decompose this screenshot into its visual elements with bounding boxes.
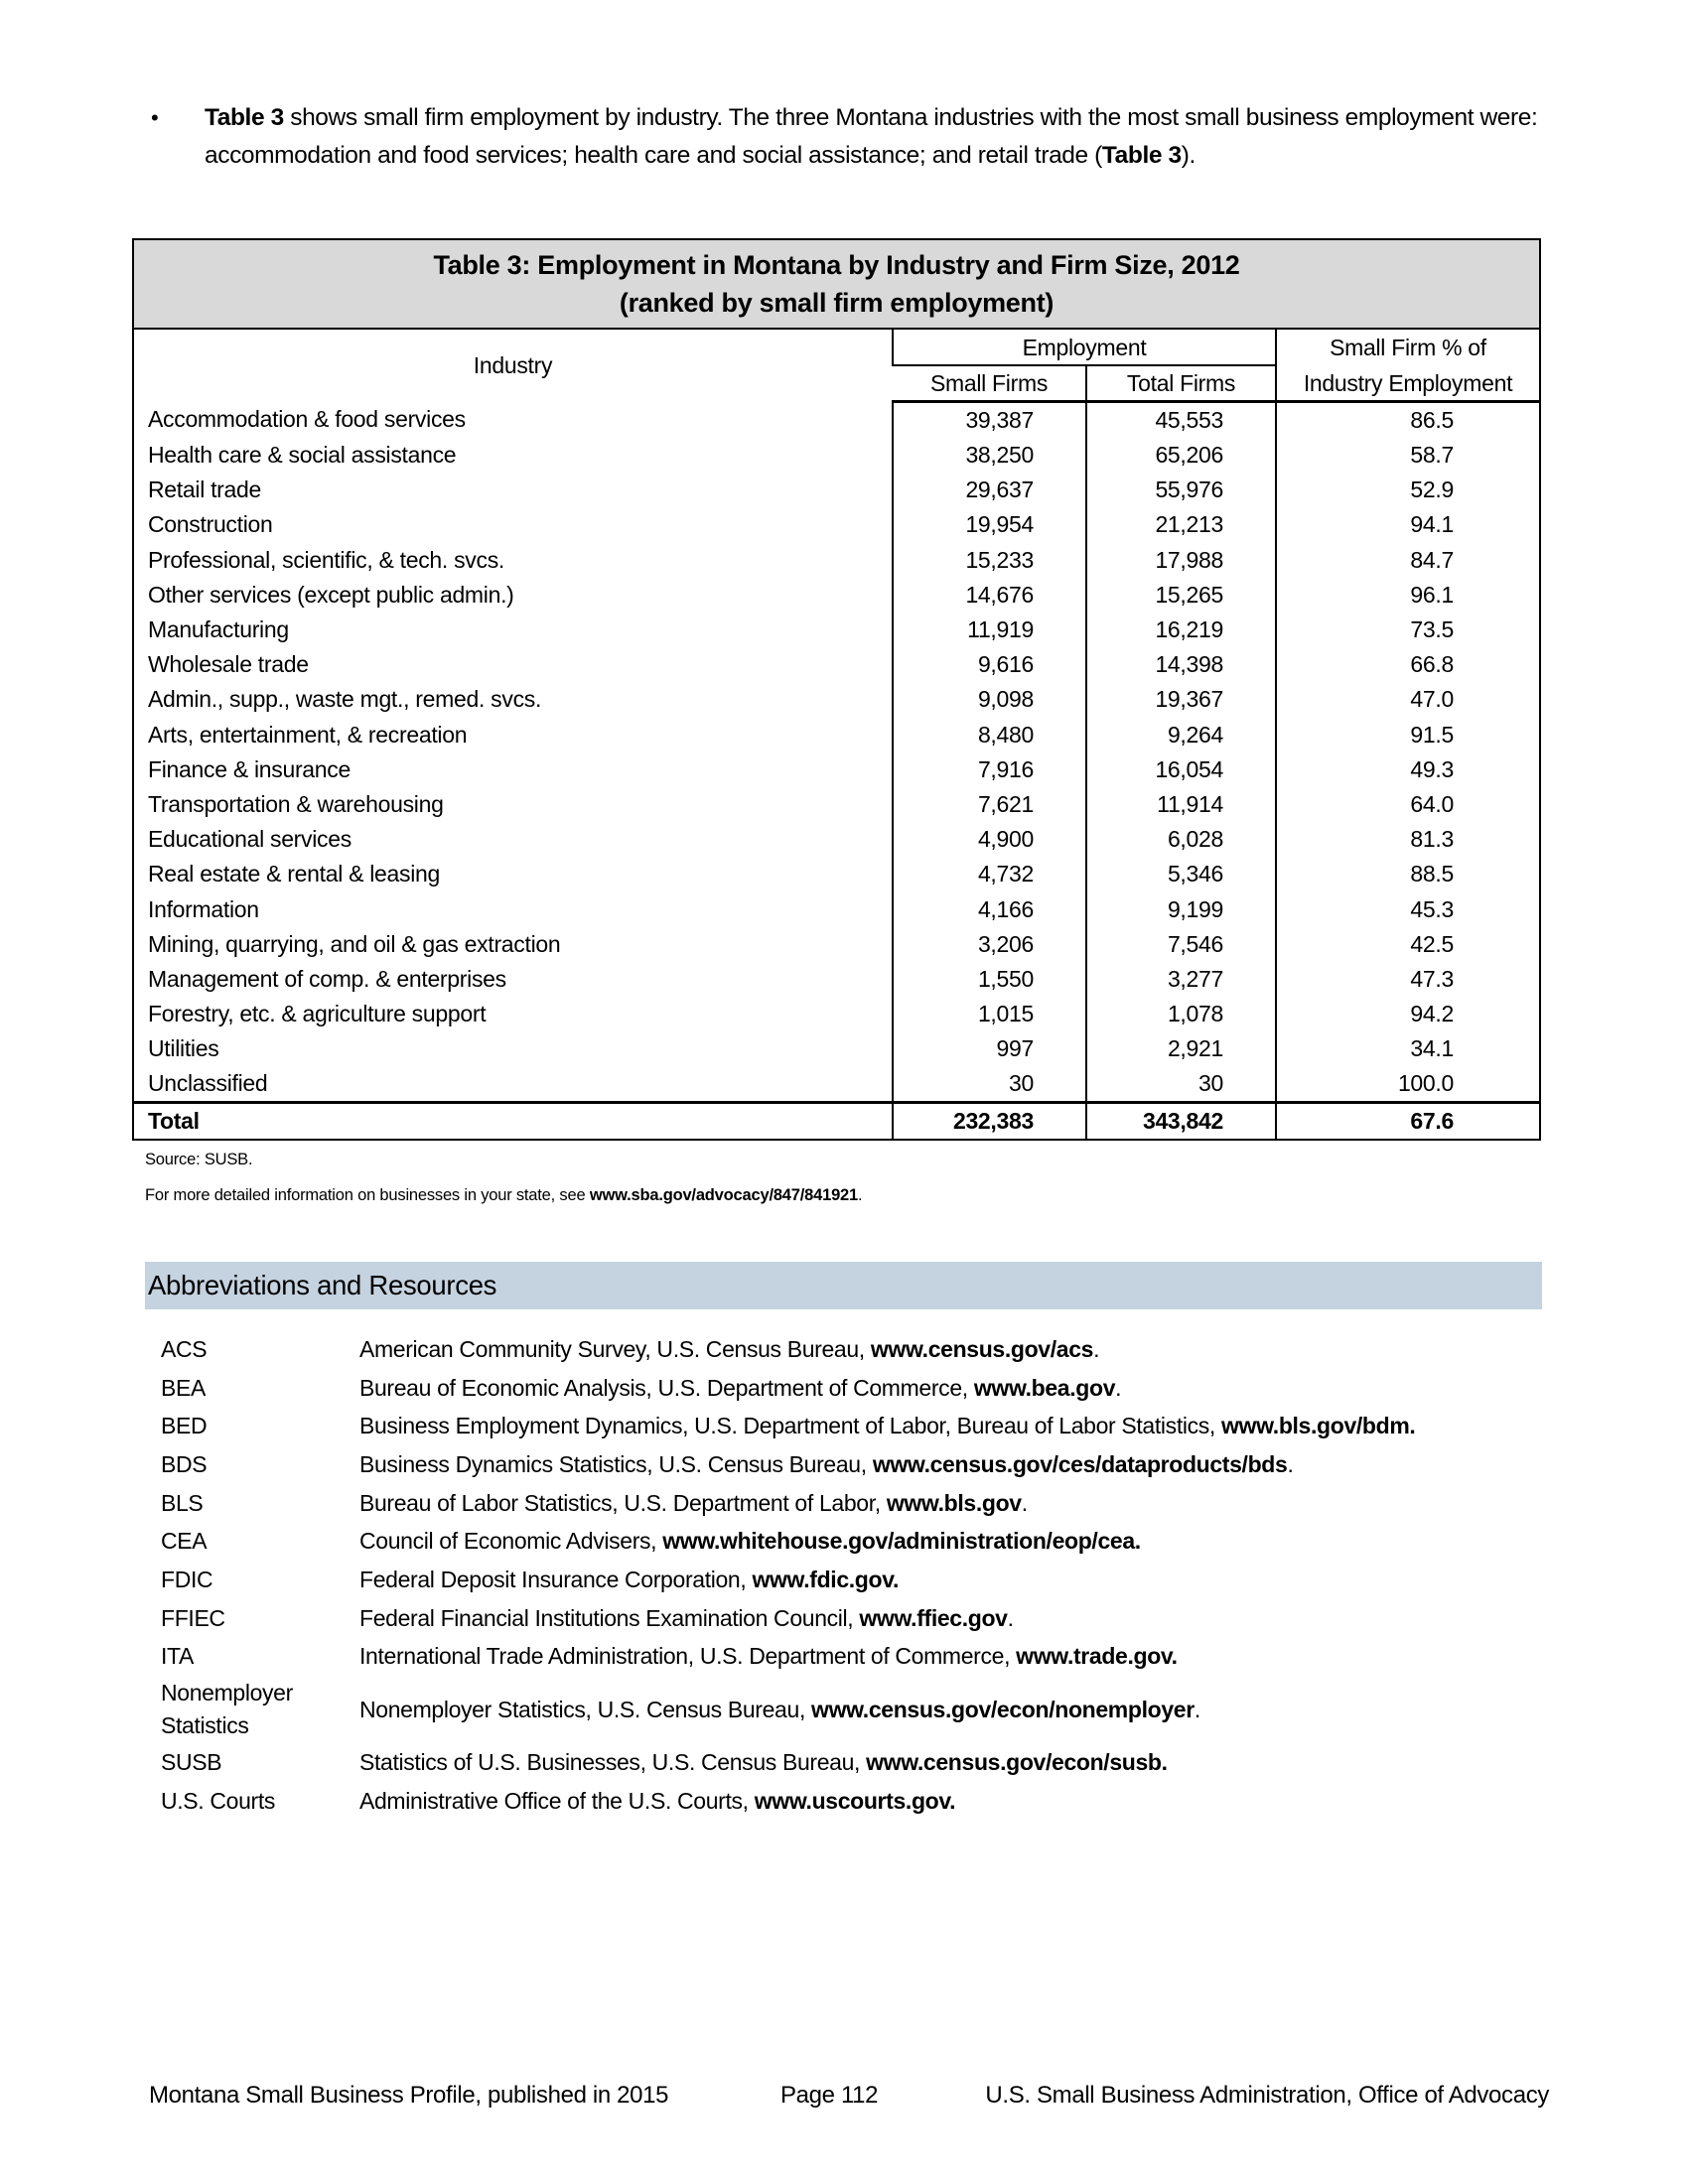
cell-total-firms: 1,078 bbox=[1086, 997, 1276, 1031]
abbreviation-link[interactable]: www.fdic.gov. bbox=[752, 1566, 899, 1592]
table-reference: Table 3 bbox=[205, 104, 284, 131]
abbreviation-description bbox=[359, 1640, 1571, 1673]
cell-small-firms: 4,166 bbox=[893, 891, 1086, 926]
cell-small-firms: 7,621 bbox=[893, 787, 1086, 822]
cell-industry: Admin., supp., waste mgt., remed. svcs. bbox=[148, 686, 542, 713]
abbreviation-description bbox=[359, 1694, 1571, 1726]
footer-publication: Montana Small Business Profile, published in 2015 bbox=[149, 2082, 669, 2109]
abbreviation-link[interactable]: www.trade.gov. bbox=[1016, 1643, 1178, 1670]
cell-small-firms: 997 bbox=[893, 1031, 1086, 1066]
cell-small-firms: 30 bbox=[893, 1066, 1086, 1103]
abbreviation-link[interactable]: www.census.gov/econ/nonemployer bbox=[811, 1696, 1195, 1722]
cell-small-firm-pct: 73.5 bbox=[1276, 613, 1539, 647]
cell-total-firms: 16,219 bbox=[1086, 613, 1276, 647]
cell-small-firm-pct: 45.3 bbox=[1276, 891, 1539, 926]
cell-small-firm-pct: 64.0 bbox=[1276, 787, 1539, 822]
abbreviation-term: CEA bbox=[161, 1528, 208, 1555]
cell-small-firms: 1,015 bbox=[893, 997, 1086, 1031]
cell-small-firm-pct: 94.2 bbox=[1276, 997, 1539, 1031]
table-row bbox=[134, 927, 1539, 962]
table-row bbox=[134, 473, 1539, 507]
table-notes bbox=[145, 1142, 862, 1213]
table-row bbox=[134, 578, 1539, 613]
abbreviation-term-line2: Statistics bbox=[161, 1712, 249, 1739]
cell-total-firms: 16,054 bbox=[1086, 752, 1276, 787]
abbreviation-desc-end: . bbox=[1194, 1696, 1200, 1722]
cell-industry: Educational services bbox=[148, 826, 352, 853]
cell-small-firm-pct: 49.3 bbox=[1276, 752, 1539, 787]
abbreviation-link[interactable]: www.whitehouse.gov/administration/eop/cea. bbox=[662, 1528, 1141, 1555]
cell-total-firms: 3,277 bbox=[1086, 962, 1276, 997]
cell-industry: Total bbox=[134, 1103, 893, 1140]
cell-total-firms: 343,842 bbox=[1086, 1103, 1276, 1140]
abbreviation-term: BLS bbox=[161, 1489, 204, 1516]
cell-industry: Information bbox=[148, 895, 259, 922]
abbreviation-link[interactable]: www.census.gov/acs bbox=[870, 1335, 1094, 1362]
table-total-row bbox=[134, 1103, 1539, 1140]
table-row bbox=[134, 613, 1539, 647]
cell-industry: Unclassified bbox=[148, 1070, 268, 1097]
table-row bbox=[134, 682, 1539, 717]
abbreviation-term: BDS bbox=[161, 1450, 208, 1477]
table-row bbox=[134, 822, 1539, 857]
abbreviation-description bbox=[359, 1602, 1571, 1635]
cell-small-firms: 11,919 bbox=[893, 613, 1086, 647]
cell-industry: Health care & social assistance bbox=[148, 442, 457, 469]
abbreviation-description bbox=[359, 1525, 1571, 1558]
cell-small-firm-pct: 47.0 bbox=[1276, 682, 1539, 717]
table-row bbox=[134, 507, 1539, 542]
cell-industry: Utilities bbox=[148, 1035, 219, 1062]
cell-small-firm-pct: 67.6 bbox=[1276, 1103, 1539, 1140]
cell-industry: Construction bbox=[148, 511, 273, 538]
page-footer bbox=[149, 2081, 1549, 2111]
cell-small-firm-pct: 42.5 bbox=[1276, 927, 1539, 962]
abbreviation-desc-text: Nonemployer Statistics, U.S. Census Bureau, bbox=[359, 1696, 812, 1722]
cell-total-firms: 14,398 bbox=[1086, 647, 1276, 682]
cell-total-firms: 21,213 bbox=[1086, 507, 1276, 542]
abbreviation-item bbox=[161, 1407, 1571, 1445]
cell-small-firms: 7,916 bbox=[893, 752, 1086, 787]
cell-small-firm-pct: 100.0 bbox=[1276, 1066, 1539, 1103]
cell-small-firm-pct: 86.5 bbox=[1276, 402, 1539, 439]
header-employment: Employment bbox=[893, 330, 1276, 365]
abbreviation-item bbox=[161, 1522, 1571, 1561]
more-info-link[interactable]: www.sba.gov/advocacy/847/841921 bbox=[589, 1186, 858, 1204]
table-reference-2: Table 3 bbox=[1101, 142, 1182, 169]
abbreviation-item bbox=[161, 1782, 1571, 1821]
intro-text bbox=[149, 99, 1559, 175]
abbreviation-desc-text: Statistics of U.S. Businesses, U.S. Census Bureau, bbox=[359, 1749, 867, 1776]
abbreviation-description bbox=[359, 1448, 1571, 1481]
abbreviation-desc-end: . bbox=[1007, 1604, 1014, 1631]
abbreviation-description bbox=[359, 1746, 1571, 1779]
abbreviation-item bbox=[161, 1484, 1571, 1523]
cell-industry: Finance & insurance bbox=[148, 755, 351, 782]
employment-table bbox=[132, 238, 1541, 1141]
employment-data-table bbox=[134, 330, 1539, 1139]
cell-industry: Retail trade bbox=[148, 477, 262, 503]
abbreviation-desc-text: Bureau of Economic Analysis, U.S. Department of Commerce, bbox=[359, 1374, 974, 1401]
abbreviation-term: ACS bbox=[161, 1335, 208, 1362]
cell-small-firm-pct: 94.1 bbox=[1276, 507, 1539, 542]
intro-body: shows small firm employment by industry. The three Montana industries with the most small business employment were: accommodation and food services; health care and social assistance; and retail trade ( bbox=[205, 104, 1538, 169]
cell-small-firm-pct: 88.5 bbox=[1276, 857, 1539, 891]
abbreviation-term: BEA bbox=[161, 1374, 206, 1401]
table-row bbox=[134, 752, 1539, 787]
abbreviation-description bbox=[359, 1487, 1571, 1520]
cell-total-firms: 6,028 bbox=[1086, 822, 1276, 857]
table-row bbox=[134, 647, 1539, 682]
abbreviation-item bbox=[161, 1445, 1571, 1484]
cell-industry: Arts, entertainment, & recreation bbox=[148, 721, 468, 748]
table-row bbox=[134, 718, 1539, 752]
abbreviation-desc-text: Business Dynamics Statistics, U.S. Census Bureau, bbox=[359, 1450, 873, 1477]
cell-total-firms: 5,346 bbox=[1086, 857, 1276, 891]
bullet-icon: • bbox=[151, 105, 159, 130]
more-info-note bbox=[145, 1177, 862, 1213]
abbreviation-link[interactable]: www.ffiec.gov bbox=[859, 1604, 1008, 1631]
abbreviation-term: BED bbox=[161, 1413, 208, 1439]
abbreviation-desc-end: . bbox=[1115, 1374, 1122, 1401]
cell-small-firms: 15,233 bbox=[893, 543, 1086, 578]
cell-total-firms: 9,264 bbox=[1086, 718, 1276, 752]
table-row bbox=[134, 891, 1539, 926]
cell-small-firm-pct: 52.9 bbox=[1276, 473, 1539, 507]
more-info-text: For more detailed information on businesses in your state, see bbox=[145, 1186, 590, 1204]
cell-small-firms: 1,550 bbox=[893, 962, 1086, 997]
abbreviation-term: FDIC bbox=[161, 1566, 213, 1592]
cell-industry: Wholesale trade bbox=[148, 651, 309, 678]
cell-small-firms: 29,637 bbox=[893, 473, 1086, 507]
cell-industry: Real estate & rental & leasing bbox=[148, 861, 441, 887]
table-title-line2: (ranked by small firm employment) bbox=[619, 288, 1055, 318]
abbreviation-link[interactable]: www.uscourts.gov. bbox=[754, 1787, 956, 1814]
cell-total-firms: 2,921 bbox=[1086, 1031, 1276, 1066]
abbreviation-link[interactable]: www.census.gov/econ/susb. bbox=[866, 1749, 1168, 1776]
abbreviation-desc-end: . bbox=[1021, 1489, 1028, 1516]
abbreviation-desc-text: Council of Economic Advisers, bbox=[359, 1528, 663, 1555]
cell-small-firms: 38,250 bbox=[893, 438, 1086, 473]
header-pct-line2: Industry Employment bbox=[1276, 365, 1539, 402]
abbreviation-desc-end: . bbox=[1093, 1335, 1100, 1362]
abbreviation-desc-text: Federal Financial Institutions Examination Council, bbox=[359, 1604, 860, 1631]
cell-total-firms: 7,546 bbox=[1086, 927, 1276, 962]
table-row bbox=[134, 997, 1539, 1031]
cell-small-firm-pct: 58.7 bbox=[1276, 438, 1539, 473]
cell-small-firm-pct: 84.7 bbox=[1276, 543, 1539, 578]
abbreviation-term: ITA bbox=[161, 1643, 195, 1670]
cell-industry: Professional, scientific, & tech. svcs. bbox=[148, 546, 504, 573]
cell-small-firms: 9,098 bbox=[893, 682, 1086, 717]
cell-total-firms: 17,988 bbox=[1086, 543, 1276, 578]
cell-small-firm-pct: 66.8 bbox=[1276, 647, 1539, 682]
abbreviation-item bbox=[161, 1561, 1571, 1599]
table-row bbox=[134, 438, 1539, 473]
cell-small-firms: 9,616 bbox=[893, 647, 1086, 682]
header-total-firms: Total Firms bbox=[1086, 365, 1276, 402]
abbreviation-item bbox=[161, 1743, 1571, 1782]
abbreviation-item bbox=[161, 1599, 1571, 1638]
cell-total-firms: 9,199 bbox=[1086, 891, 1276, 926]
cell-total-firms: 19,367 bbox=[1086, 682, 1276, 717]
cell-total-firms: 65,206 bbox=[1086, 438, 1276, 473]
header-industry: Industry bbox=[473, 352, 553, 379]
cell-total-firms: 55,976 bbox=[1086, 473, 1276, 507]
cell-small-firms: 232,383 bbox=[893, 1103, 1086, 1140]
cell-small-firms: 14,676 bbox=[893, 578, 1086, 613]
cell-small-firms: 3,206 bbox=[893, 927, 1086, 962]
abbreviation-term-line1: Nonemployer bbox=[161, 1680, 293, 1706]
abbreviation-desc-text: Bureau of Labor Statistics, U.S. Department of Labor, bbox=[359, 1489, 887, 1516]
cell-small-firms: 4,900 bbox=[893, 822, 1086, 857]
cell-industry: Transportation & warehousing bbox=[148, 790, 444, 817]
cell-industry: Forestry, etc. & agriculture support bbox=[148, 1001, 487, 1027]
table-title bbox=[134, 240, 1539, 330]
intro-paragraph bbox=[149, 99, 1559, 175]
table-row bbox=[134, 543, 1539, 578]
cell-small-firm-pct: 81.3 bbox=[1276, 822, 1539, 857]
abbreviation-desc-text: Business Employment Dynamics, U.S. Department of Labor, Bureau of Labor Statistics, bbox=[359, 1413, 1222, 1439]
table-row bbox=[134, 1066, 1539, 1103]
abbreviation-link[interactable]: www.bls.gov/bdm. bbox=[1221, 1413, 1416, 1439]
abbreviation-description bbox=[359, 1372, 1571, 1405]
table-row bbox=[134, 857, 1539, 891]
abbreviation-term: U.S. Courts bbox=[161, 1787, 276, 1814]
cell-industry: Management of comp. & enterprises bbox=[148, 965, 506, 992]
table-title-line1: Table 3: Employment in Montana by Industry and Firm Size, 2012 bbox=[433, 250, 1240, 280]
cell-small-firms: 19,954 bbox=[893, 507, 1086, 542]
abbreviation-link[interactable]: www.bea.gov bbox=[973, 1374, 1116, 1401]
table-row bbox=[134, 402, 1539, 439]
abbreviation-item bbox=[161, 1676, 1571, 1743]
source-note: Source: SUSB. bbox=[145, 1151, 253, 1168]
table-row bbox=[134, 962, 1539, 997]
cell-small-firms: 4,732 bbox=[893, 857, 1086, 891]
cell-industry: Mining, quarrying, and oil & gas extraction bbox=[148, 930, 561, 957]
abbreviation-description bbox=[359, 1410, 1571, 1442]
header-pct-line1: Small Firm % of bbox=[1276, 330, 1539, 365]
cell-total-firms: 11,914 bbox=[1086, 787, 1276, 822]
cell-small-firm-pct: 91.5 bbox=[1276, 718, 1539, 752]
abbreviation-desc-end: . bbox=[1287, 1450, 1294, 1477]
abbreviation-term: FFIEC bbox=[161, 1604, 225, 1631]
header-small-firms: Small Firms bbox=[893, 365, 1086, 402]
abbreviation-list bbox=[161, 1330, 1571, 1821]
cell-total-firms: 45,553 bbox=[1086, 402, 1276, 439]
table-row bbox=[134, 1031, 1539, 1066]
abbreviation-item bbox=[161, 1638, 1571, 1677]
abbreviation-item bbox=[161, 1330, 1571, 1369]
cell-small-firm-pct: 47.3 bbox=[1276, 962, 1539, 997]
more-info-end: . bbox=[858, 1186, 863, 1204]
abbreviation-link[interactable]: www.census.gov/ces/dataproducts/bds bbox=[872, 1450, 1288, 1477]
cell-industry: Other services (except public admin.) bbox=[148, 581, 514, 608]
abbreviation-desc-text: International Trade Administration, U.S. Department of Commerce, bbox=[359, 1643, 1017, 1670]
cell-small-firm-pct: 34.1 bbox=[1276, 1031, 1539, 1066]
table-body bbox=[134, 402, 1539, 1140]
abbreviation-desc-text: Administrative Office of the U.S. Courts, bbox=[359, 1787, 755, 1814]
cell-total-firms: 30 bbox=[1086, 1066, 1276, 1103]
footer-publisher: U.S. Small Business Administration, Office of Advocacy bbox=[985, 2082, 1549, 2109]
cell-small-firms: 39,387 bbox=[893, 402, 1086, 439]
cell-industry: Accommodation & food services bbox=[148, 406, 466, 433]
cell-total-firms: 15,265 bbox=[1086, 578, 1276, 613]
cell-industry: Manufacturing bbox=[148, 616, 289, 643]
abbreviation-item bbox=[161, 1369, 1571, 1408]
section-heading-abbreviations: Abbreviations and Resources bbox=[145, 1262, 1542, 1309]
abbreviation-description bbox=[359, 1785, 1571, 1818]
cell-small-firms: 8,480 bbox=[893, 718, 1086, 752]
abbreviation-description bbox=[359, 1564, 1571, 1596]
intro-end: ). bbox=[1181, 142, 1196, 169]
abbreviation-term bbox=[161, 1677, 359, 1742]
table-row bbox=[134, 787, 1539, 822]
footer-page-number: Page 112 bbox=[780, 2082, 879, 2109]
abbreviation-link[interactable]: www.bls.gov bbox=[886, 1489, 1022, 1516]
cell-small-firm-pct: 96.1 bbox=[1276, 578, 1539, 613]
abbreviation-desc-text: Federal Deposit Insurance Corporation, bbox=[359, 1566, 753, 1592]
abbreviation-description bbox=[359, 1333, 1571, 1366]
abbreviation-term: SUSB bbox=[161, 1749, 222, 1776]
abbreviation-desc-text: American Community Survey, U.S. Census Bureau, bbox=[359, 1335, 871, 1362]
